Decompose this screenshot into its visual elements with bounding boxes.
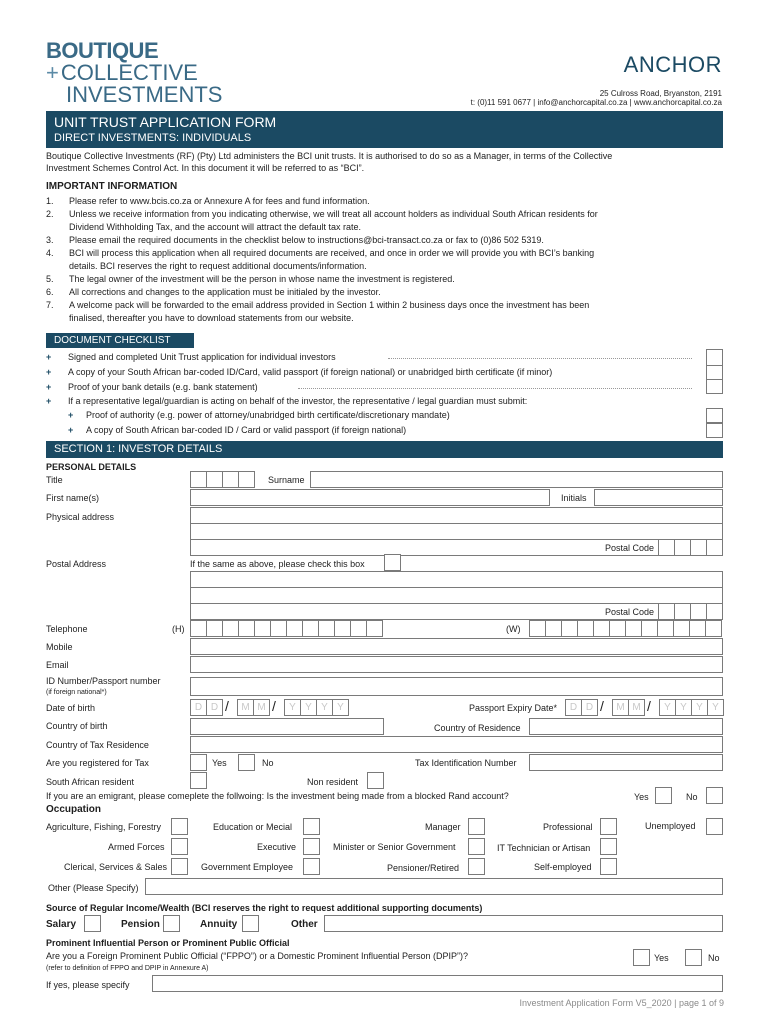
ppo-yes-checkbox[interactable] [633,949,650,966]
important-item-number: 3. [46,235,54,245]
pension-checkbox[interactable] [163,915,180,932]
telephone-work-digit-11[interactable] [689,620,706,637]
income-other-label: Other [291,919,318,930]
title-cell-1[interactable] [190,471,207,488]
postal-postal-code-4[interactable] [706,603,723,620]
telephone-work-digit-7[interactable] [625,620,642,637]
tax-no-label: No [262,758,274,768]
important-item-line1: Please email the required documents in the checklist below to instructions@bci-transact.co.za or fax to (0)86 502 5319. [69,235,544,245]
telephone-home-digit-9[interactable] [318,620,335,637]
salary-checkbox[interactable] [84,915,101,932]
bullet-icon: + [46,352,52,362]
form-subtitle: DIRECT INVESTMENTS: INDIVIDUALS [54,132,252,144]
emigrant-no-checkbox[interactable] [706,787,723,804]
occ-exec-label: Executive [257,842,297,852]
dob-d-cell[interactable]: D [190,699,207,716]
initials-label: Initials [561,493,587,503]
checklist-checkbox-2[interactable] [706,365,723,380]
same-as-above-checkbox[interactable] [384,554,401,571]
telephone-work-digit-6[interactable] [609,620,626,637]
section1-heading: SECTION 1: INVESTOR DETAILS [54,443,223,455]
dob-y-cell[interactable]: Y [284,699,301,716]
email-label: Email [46,660,69,670]
checklist-item-label: Proof of authority (e.g. power of attorney/unabridged birth certificate/discretionary mandate) [86,410,450,420]
postal-address-line2[interactable] [190,587,723,604]
bullet-icon: + [46,382,52,392]
dob-y-cell[interactable]: Y [300,699,317,716]
important-item-number: 1. [46,196,54,206]
occ-gov-checkbox[interactable] [303,858,320,875]
passport-expiry-d-cell[interactable]: D [581,699,598,716]
title-cell-2[interactable] [206,471,223,488]
sa-resident-label: South African resident [46,777,135,787]
bullet-icon: + [68,410,74,420]
checklist-item-label: Proof of your bank details (e.g. bank statement) [68,382,258,392]
occ-agri-checkbox[interactable] [171,818,188,835]
country-residence-label: Country of Residence [434,723,521,733]
ppo-no-checkbox[interactable] [685,949,702,966]
checklist-banner [46,333,194,348]
important-item-number: 4. [46,248,54,258]
telephone-home-digit-4[interactable] [238,620,255,637]
checklist-checkbox-1[interactable] [706,349,723,366]
checklist-list [46,352,726,442]
telephone-home-digit-12[interactable] [366,620,383,637]
physical-address-line1[interactable] [190,507,723,524]
telephone-work-digit-9[interactable] [657,620,674,637]
checklist-item-label: A copy of South African bar-coded ID / Card or valid passport (if foreign national) [86,425,407,435]
anchor-logo [624,52,722,78]
important-item-number: 5. [46,274,54,284]
form-title: UNIT TRUST APPLICATION FORM [54,114,277,130]
occ-pensioner-label: Pensioner/Retired [387,863,460,873]
dob-label: Date of birth [46,703,96,713]
postal-postal-code-1[interactable] [658,603,675,620]
surname-input[interactable] [310,471,723,488]
telephone-work-digit-3[interactable] [561,620,578,637]
occ-unemp-label: Unemployed [645,821,696,831]
occ-minister-checkbox[interactable] [468,838,485,855]
sa-resident-checkbox[interactable] [190,772,207,789]
non-resident-checkbox[interactable] [367,772,384,789]
id-number-label: ID Number/Passport number [46,676,161,686]
occ-edu-checkbox[interactable] [303,818,320,835]
telephone-home-digit-11[interactable] [350,620,367,637]
checklist-checkbox-3[interactable] [706,379,723,394]
occ-prof-label: Professional [543,822,593,832]
source-heading: Source of Regular Income/Wealth (BCI reserves the right to request additional supporting documents) [46,903,483,913]
passport-expiry-label: Passport Expiry Date* [469,703,558,713]
title-cell-3[interactable] [222,471,239,488]
passport-expiry-y-cell[interactable]: Y [691,699,708,716]
important-item-line1: Unless we receive information from you indicating otherwise, we will treat all account holders as individual South African residents for [69,209,598,219]
occupation-heading: Occupation [46,804,102,815]
pension-label: Pension [121,919,160,930]
country-birth-label: Country of birth [46,721,108,731]
intro-line2: Investment Schemes Control Act. In this document it will be referred to as “BCI”. [46,163,365,173]
checklist-checkbox-5[interactable] [706,423,723,438]
checklist-checkbox-4[interactable] [706,408,723,423]
ppo-question: Are you a Foreign Prominent Public Official (“FPPO”) or a Domestic Prominent Influential Person (DPIP”)? [46,951,468,961]
dob-m-cell[interactable]: M [237,699,254,716]
occ-manager-checkbox[interactable] [468,818,485,835]
emigrant-yes-label: Yes [634,792,649,802]
country-tax-label: Country of Tax Residence [46,740,149,750]
important-heading: IMPORTANT INFORMATION [46,181,178,192]
occ-clerical-checkbox[interactable] [171,858,188,875]
passport-expiry-d-cell[interactable]: D [565,699,582,716]
occ-minister-label: Minister or Senior Government [333,842,456,852]
section1-banner [46,441,723,458]
page-footer: Investment Application Form V5_2020 | page 1 of 9 [519,998,724,1008]
country-residence-input[interactable] [529,718,723,735]
postal-address-label: Postal Address [46,559,107,569]
checklist-item-label: Signed and completed Unit Trust application for individual investors [68,352,336,362]
physical-postal-code-1[interactable] [658,539,675,556]
non-resident-label: Non resident [307,777,359,787]
mobile-input[interactable] [190,638,723,655]
tax-yes-label: Yes [212,758,227,768]
emigrant-question: If you are an emigrant, please comeplete the follwoing: Is the investment being made from a blocked Rand account? [46,791,509,801]
bci-logo [46,40,226,108]
dob-separator: / [272,698,276,714]
surname-label: Surname [268,475,305,485]
dob-separator: / [225,698,229,714]
telephone-work-digit-12[interactable] [705,620,722,637]
passport-expiry-separator: / [647,698,651,714]
tax-yes-checkbox[interactable] [190,754,207,771]
logo-line3: INVESTMENTS [66,82,223,107]
anchor-address: 25 Culross Road, Bryanston, 2191 [599,89,722,98]
telephone-work-digit-1[interactable] [529,620,546,637]
telephone-home-digit-2[interactable] [206,620,223,637]
telephone-home-digit-5[interactable] [254,620,271,637]
passport-expiry-y-cell[interactable]: Y [675,699,692,716]
initials-input[interactable] [594,489,723,506]
occ-self-checkbox[interactable] [600,858,617,875]
occ-armed-label: Armed Forces [108,842,165,852]
telephone-label: Telephone [46,624,88,634]
passport-expiry-y-cell[interactable]: Y [659,699,676,716]
anchor-logo-text: ANCHOR [623,52,722,77]
logo-line2-row [46,62,226,84]
physical-postal-code-label: Postal Code [605,543,655,553]
occ-it-label: IT Technician or Artisan [497,843,591,853]
mobile-label: Mobile [46,642,73,652]
annuity-checkbox[interactable] [242,915,259,932]
physical-address-label: Physical address [46,512,115,522]
if-yes-label: If yes, please specify [46,980,130,990]
important-item-number: 7. [46,300,54,310]
country-tax-input[interactable] [190,736,723,753]
bullet-icon: + [68,425,74,435]
postal-postal-code-2[interactable] [674,603,691,620]
ppo-no-label: No [708,953,720,963]
logo-line1: BOUTIQUE [46,38,159,63]
telephone-work-digit-8[interactable] [641,620,658,637]
important-item-number: 6. [46,287,54,297]
tin-label: Tax Identification Number [415,758,517,768]
title-banner [46,111,723,148]
annuity-label: Annuity [200,919,238,930]
dob-m-cell[interactable]: M [253,699,270,716]
physical-postal-code-2[interactable] [674,539,691,556]
telephone-home-digit-7[interactable] [286,620,303,637]
occ-other-input[interactable] [145,878,723,895]
important-item-line1: All corrections and changes to the application must be initialed by the investor. [69,287,381,297]
leader-dots [388,358,692,359]
intro-line1: Boutique Collective Investments (RF) (Pty) Ltd administers the BCI unit trusts. It is authorised to do so as a Manager, in terms of the Collective [46,151,613,161]
physical-postal-code-3[interactable] [690,539,707,556]
occ-other-label: Other (Please Specify) [48,883,139,893]
country-birth-input[interactable] [190,718,384,735]
salary-label: Salary [46,919,77,930]
ppo-heading: Prominent Influential Person or Prominent Public Official [46,938,290,948]
dob-y-cell[interactable]: Y [316,699,333,716]
important-item-line2: Dividend Withholding Tax, and the account will attract the default tax rate. [69,222,361,232]
checklist-item-label: A copy of your South African bar-coded ID/Card, valid passport (if foreign national) or unabridged birth certificate (if minor) [68,367,553,377]
ppo-yes-label: Yes [654,953,669,963]
occ-pensioner-checkbox[interactable] [468,858,485,875]
passport-expiry-separator: / [600,698,604,714]
telephone-home-digit-1[interactable] [190,620,207,637]
occ-manager-label: Manager [425,822,461,832]
title-cell-4[interactable] [238,471,255,488]
occ-unemp-checkbox[interactable] [706,818,723,835]
important-item-line1: BCI will process this application when all required documents are received, and once in order we will provide you with BCI’s banking [69,248,595,258]
tax-no-checkbox[interactable] [238,754,255,771]
occ-gov-label: Government Employee [201,862,294,872]
important-item-line2: finalised, thereafter you have to download statements from our website. [69,313,354,323]
checklist-heading: DOCUMENT CHECKLIST [54,335,171,346]
occ-agri-label: Agriculture, Fishing, Forestry [46,822,162,832]
first-names-input[interactable] [190,489,550,506]
important-item-line2: details. BCI reserves the right to request additional documents/information. [69,261,367,271]
passport-expiry-m-cell[interactable]: M [628,699,645,716]
postal-address-line1[interactable] [190,571,723,588]
postal-postal-code-label: Postal Code [605,607,655,617]
important-item-number: 2. [46,209,54,219]
important-item-line1: A welcome pack will be forwarded to the email address provided in Section 1 within 2 business days once the investment has been [69,300,590,310]
telephone-home-digit-8[interactable] [302,620,319,637]
id-number-input[interactable] [190,677,723,696]
telephone-work-digit-5[interactable] [593,620,610,637]
leader-dots [298,388,692,389]
logo-line2: COLLECTIVE [60,60,198,85]
occ-self-label: Self-employed [534,862,592,872]
passport-expiry-m-cell[interactable]: M [612,699,629,716]
dob-d-cell[interactable]: D [206,699,223,716]
first-names-label: First name(s) [46,493,100,503]
registered-tax-label: Are you registered for Tax [46,758,149,768]
id-number-note: (if foreign national*) [46,689,107,696]
telephone-work-digit-4[interactable] [577,620,594,637]
bullet-icon: + [46,396,52,406]
occ-clerical-label: Clerical, Services & Sales [64,862,168,872]
telephone-w-label: (W) [506,624,521,634]
tin-input[interactable] [529,754,723,771]
passport-expiry-y-cell[interactable]: Y [707,699,724,716]
dob-y-cell[interactable]: Y [332,699,349,716]
emigrant-no-label: No [686,792,698,802]
personal-details-heading: PERSONAL DETAILS [46,462,137,472]
if-yes-input[interactable] [152,975,723,992]
important-item-line1: The legal owner of the investment will be the person in whose name the investment is registered. [69,274,455,284]
physical-address-line2[interactable] [190,523,723,540]
anchor-contact: t: (0)11 591 0677 | info@anchorcapital.co.za | www.anchorcapital.co.za [470,98,722,107]
telephone-work-digit-2[interactable] [545,620,562,637]
same-as-above-label: If the same as above, please check this box [190,559,365,569]
checklist-item-label: If a representative legal/guardian is acting on behalf of the investor, the representative / legal guardian must submit: [68,396,528,406]
occ-armed-checkbox[interactable] [171,838,188,855]
occ-exec-checkbox[interactable] [303,838,320,855]
logo-plus-icon: + [46,60,59,85]
occ-prof-checkbox[interactable] [600,818,617,835]
title-label: Title [46,475,63,485]
telephone-home-digit-10[interactable] [334,620,351,637]
physical-postal-code-4[interactable] [706,539,723,556]
income-other-input[interactable] [324,915,723,932]
emigrant-yes-checkbox[interactable] [655,787,672,804]
telephone-home-digit-3[interactable] [222,620,239,637]
postal-postal-code-3[interactable] [690,603,707,620]
telephone-home-digit-6[interactable] [270,620,287,637]
occ-edu-label: Education or Mecial [213,822,293,832]
occ-it-checkbox[interactable] [600,838,617,855]
important-item-line1: Please refer to www.bcis.co.za or Annexure A for fees and fund information. [69,196,370,206]
telephone-h-label: (H) [172,624,185,634]
email-input[interactable] [190,656,723,673]
bullet-icon: + [46,367,52,377]
telephone-work-digit-10[interactable] [673,620,690,637]
ppo-note: (refer to definition of FPPO and DPIP in Annexure A) [46,965,209,972]
